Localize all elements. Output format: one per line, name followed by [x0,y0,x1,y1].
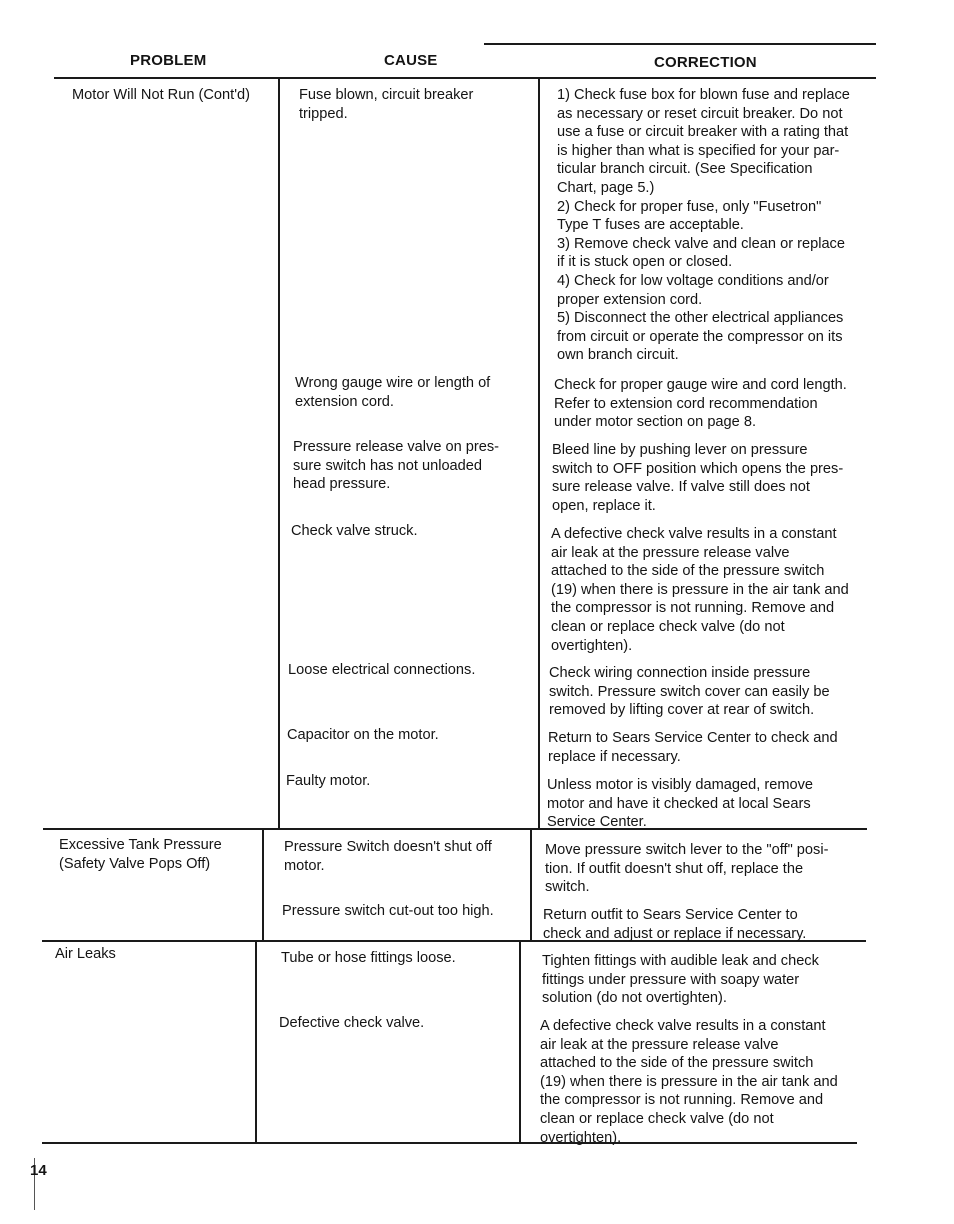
correction-wrong-gauge-wire: Check for proper gauge wire and cord length. Refer to extension cord recommendation under motor section on page 8. [554,377,847,431]
cause-pressure-switch-no-shutoff: Pressure Switch doesn't shut off motor. [284,839,492,874]
page-number: 14 [30,1162,47,1179]
problem-air-leaks: Air Leaks [55,946,116,962]
column-divider-1b [262,828,264,940]
cause-defective-check-valve: Defective check valve. [279,1015,425,1031]
cause-loose-electrical-connections: Loose electrical connections. [288,662,476,678]
column-divider-1c [255,940,257,1142]
cause-fittings-loose: Tube or hose fittings loose. [281,950,456,966]
correction-fittings-loose: Tighten fittings with audible leak and check fittings under pressure with soapy water solution (do not overtighten). [542,953,819,1007]
cause-pressure-release-valve: Pressure release valve on pres- sure switch has not unloaded head pressure. [293,439,500,493]
column-divider-1 [278,78,280,828]
correction-defective-check-valve: A defective check valve results in a constant air leak at the pressure release valve attached to the side of the pressure switch (19) when there is pressure in the air tank and the compressor is not running. Remove and clean or replace check valve (do not overtighten). [540,1018,838,1146]
header-problem: PROBLEM [130,52,207,69]
column-divider-2b [530,828,532,940]
cause-wrong-gauge-wire: Wrong gauge wire or length of extension cord. [295,375,491,410]
problem-excessive-tank-pressure: Excessive Tank Pressure (Safety Valve Pops Off) [59,837,222,872]
correction-loose-electrical-connections: Check wiring connection inside pressure switch. Pressure switch cover can easily be removed by lifting cover at rear of switch. [549,665,830,719]
correction-pressure-switch-no-shutoff: Move pressure switch lever to the "off" posi- tion. If outfit doesn't shut off, replace the switch. [545,842,829,896]
problem-motor-will-not-run: Motor Will Not Run (Cont'd) [72,87,250,103]
column-divider-2 [538,78,540,828]
correction-capacitor: Return to Sears Service Center to check and replace if necessary. [548,730,838,765]
column-divider-2c [519,940,521,1142]
cause-faulty-motor: Faulty motor. [286,773,371,789]
header-bottom-rule [54,77,876,79]
correction-fuse-blown: 1) Check fuse box for blown fuse and replace as necessary or reset circuit breaker. Do not use a fuse or circuit breaker with a rating that is higher than what is specified for your par- ticular branch circuit. (See Specification Chart, page 5.) 2) Check for proper fuse, only "Fusetron" Type T fuses are acceptable. 3) Remove check valve and clean or replace if it is stuck open or closed. 4) Check for low voltage conditions and/or proper extension cord. 5) Disconnect the other electrical appliances from circuit or operate the compressor on its own branch circuit. [557,87,850,364]
cause-cut-out-too-high: Pressure switch cut-out too high. [282,903,494,919]
header-cause: CAUSE [384,52,438,69]
correction-faulty-motor: Unless motor is visibly damaged, remove motor and have it checked at local Sears Service Center. [547,777,814,831]
correction-check-valve-struck: A defective check valve results in a constant air leak at the pressure release valve attached to the side of the pressure switch (19) when there is pressure in the air tank and the compressor is not running. Remove and clean or replace check valve (do not overtighten). [551,526,849,654]
correction-cut-out-too-high: Return outfit to Sears Service Center to check and adjust or replace if necessary. [543,907,807,942]
cause-capacitor: Capacitor on the motor. [287,727,439,743]
correction-pressure-release-valve: Bleed line by pushing lever on pressure switch to OFF position which opens the pres- sure release valve. If valve still does not open, replace it. [552,442,844,514]
cause-check-valve-struck: Check valve struck. [291,523,418,539]
header-top-rule [484,43,876,45]
cause-fuse-blown: Fuse blown, circuit breaker tripped. [299,87,474,122]
header-correction: CORRECTION [654,54,757,71]
